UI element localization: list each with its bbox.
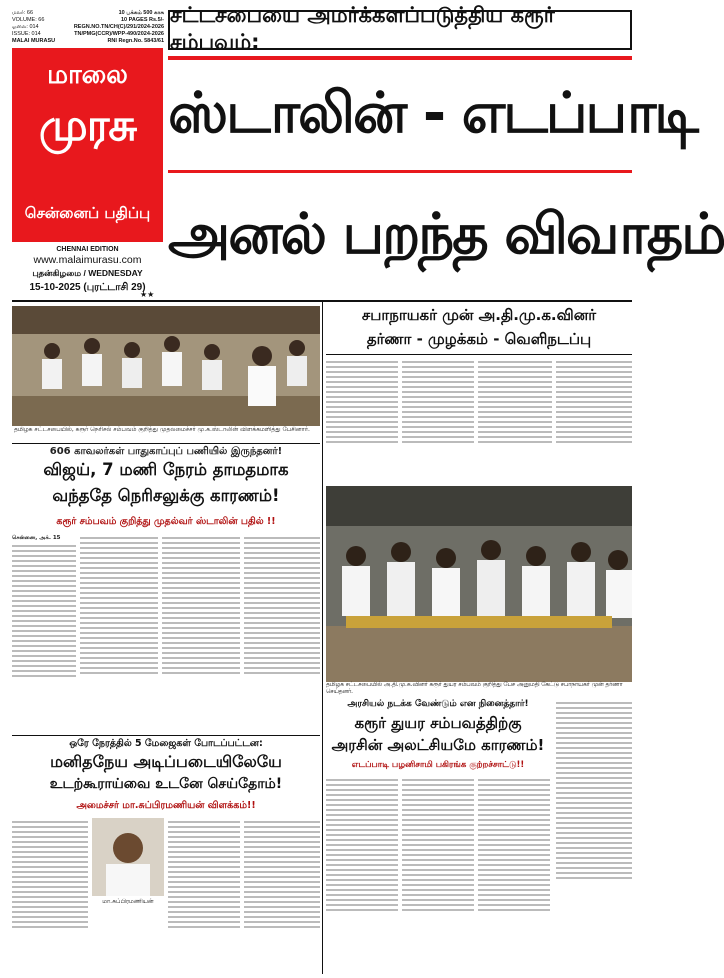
vijay-kicker: 606 காவலர்கள் பாதுகாப்புப் பணியில் இருந்தனர்! <box>49 446 283 457</box>
minister-sub: அமைச்சர் மா.சுப்பிரமணியன் விளக்கம்!! <box>76 800 256 811</box>
vijay-body-col2 <box>80 534 158 734</box>
lead-headline-2: அனல் பறந்த விவாதம் <box>168 202 724 267</box>
vijay-body-col3 <box>162 534 240 734</box>
minister-portrait-graphic <box>92 818 164 896</box>
issue-en: ISSUE: 014 <box>12 31 41 37</box>
assembly-photo-graphic <box>12 306 320 426</box>
rule-walkout <box>326 354 632 355</box>
dharna-photo <box>326 486 632 682</box>
minister-portrait <box>92 818 164 896</box>
minister-body-col1 <box>12 818 88 973</box>
edappadi-sub: எடப்பாடி பழனிசாமி பகிரங்க குற்றச்சாட்டு!! <box>351 760 525 770</box>
dharna-photo-graphic <box>326 486 632 682</box>
walkout-body-col4 <box>556 358 632 482</box>
edappadi-kicker: அரசியல் நடக்க வேண்டும் என நினைத்தார்! <box>347 699 529 709</box>
edappadi-headline-1: கரூர் துயர சம்பவத்திற்கு <box>354 714 522 732</box>
volume-en: VOLUME: 66 <box>12 17 45 23</box>
dateline: சென்னை, அக். 15 <box>12 535 61 541</box>
reg-number-2: TN/PMG(CCR)/WPP-490/2024-2026 <box>74 31 164 37</box>
masthead-line1: மாலை <box>47 60 128 90</box>
minister-body-col2 <box>168 818 240 973</box>
assembly-photo-caption: தமிழக சட்டசபையில், கரூர் நெரிசல் சம்பவம் குறித்து முதலமைச்சர் மு.க.ஸ்டாலின் விளக்கமளித்து பேசினார். <box>14 426 310 433</box>
minister-kicker: ஒரே நேரத்தில் 5 மேஜைகள் போடப்பட்டன: <box>69 738 263 749</box>
walkout-body-col2 <box>402 358 474 482</box>
lead-red-rule-top <box>168 56 632 60</box>
edappadi-body-col1 <box>326 776 398 973</box>
vijay-headline-1: விஜய், 7 மணி நேரம் தாமதமாக <box>43 460 289 479</box>
pages-en: 10 PAGES Rs.5/- <box>121 17 164 23</box>
issue-ta: ஓலை: 014 <box>12 24 39 30</box>
date-label: 15-10-2025 (புரட்டாசி 29) <box>29 282 146 293</box>
rule-minister <box>12 735 320 736</box>
lead-headline-1: ஸ்டாலின் - எடப்பாடி <box>168 81 697 146</box>
walkout-body-col3 <box>478 358 552 482</box>
vijay-body-col4 <box>244 534 320 734</box>
minister-photo-caption: மா.சுப்பிரமணியன் <box>102 898 154 905</box>
stars: ★★ <box>140 290 155 299</box>
lead-kicker: சட்டசபையை அமர்க்களப்படுத்திய கரூர் சம்பவம்: <box>168 10 632 50</box>
volume-ta: மலர்: 66 <box>12 10 34 16</box>
edappadi-body-col2 <box>402 776 474 973</box>
rule-vijay <box>12 443 320 444</box>
reg-number-1: REGN.NO.TN/CH(C)/291/2024-2026 <box>73 24 164 30</box>
column-divider <box>322 302 323 974</box>
edappadi-headline-2: அரசின் அலட்சியமே காரணம்! <box>331 736 545 754</box>
rni-number: RNI Regn.No. 5843/61 <box>107 38 164 44</box>
minister-headline-2: உடற்கூராய்வை உடனே செய்தோம்! <box>49 776 283 792</box>
brand-en: MALAI MURASU <box>12 38 56 44</box>
vijay-headline-2: வந்ததே நெரிசலுக்கு காரணம்! <box>52 486 280 505</box>
minister-body-col3 <box>244 818 320 973</box>
edition-meta-left <box>12 10 62 45</box>
walkout-headline-2: தர்ணா - முழக்கம் - வெளிநடப்பு <box>366 330 592 348</box>
edition-info <box>12 246 163 294</box>
minister-headline-1: மனிதநேய அடிப்படையிலேயே <box>50 752 282 771</box>
masthead-line3: சென்னைப் பதிப்பு <box>24 204 151 222</box>
day-label: புதன்கிழமை / WEDNESDAY <box>32 268 143 278</box>
dharna-photo-caption: தமிழக சட்டசபையில் அ.தி.மு.க.வினர் கரூர் துயர சம்பவம் குறித்து பேச அனுமதி கேட்டு சபாநாயகர் முன் தர்ணா செய்தனர். <box>326 682 623 695</box>
edition-label: CHENNAI EDITION <box>56 246 119 253</box>
edappadi-body-col4 <box>556 699 632 973</box>
walkout-body-col1 <box>326 358 398 482</box>
edappadi-body-col3 <box>478 776 550 973</box>
vijay-body-col1 <box>12 534 76 734</box>
pages-ta: 10 பக்கம் 500 காசு <box>118 10 164 16</box>
masthead-logo <box>12 48 163 242</box>
assembly-photo <box>12 306 320 426</box>
website[interactable]: www.malaimurasu.com <box>33 254 142 266</box>
lead-red-rule-mid <box>168 170 632 173</box>
walkout-headline-1: சபாநாயகர் முன் அ.தி.மு.க.வினர் <box>361 306 597 324</box>
edition-meta-right <box>62 10 164 45</box>
masthead-line2: முரசு <box>38 100 137 151</box>
vijay-sub: கரூர் சம்பவம் குறித்து முதல்வர் ஸ்டாலின் பதில் !! <box>56 516 276 527</box>
